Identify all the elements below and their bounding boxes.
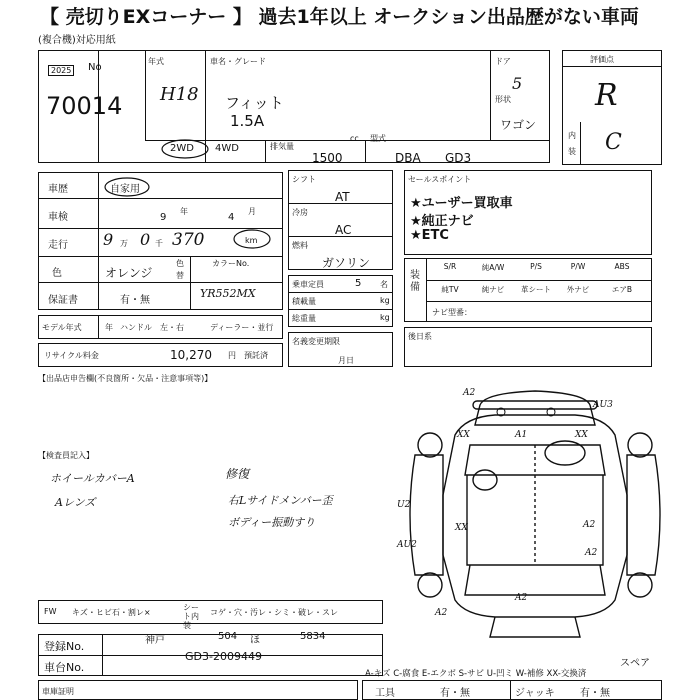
dealer-value: ディーラー・並行: [210, 323, 274, 332]
equipment-item: 純ナビ: [481, 285, 505, 294]
shaken-year: 9: [160, 212, 167, 223]
ac-value: AC: [335, 223, 352, 237]
load-unit: kg: [380, 296, 390, 305]
fuel-label: 燃料: [292, 241, 308, 250]
model-year-label: モデル年式: [42, 323, 82, 332]
sales-point-1: ★ユーザー買取車: [410, 196, 513, 211]
interior-score: C: [605, 130, 622, 155]
shape-value: ワゴン: [500, 118, 537, 132]
lot-number: 70014: [46, 92, 123, 120]
fw-label: FW: [44, 607, 57, 616]
banner-text: 【 売切りEXコーナー 】 過去1年以上 オークション出品歴がない車両: [40, 6, 639, 28]
damage-mark: AU3: [593, 400, 613, 410]
damage-legend: A-キズ C-腐食 E-エクボ S-サビ U-凹ミ W-補修 XX-交換済: [365, 669, 587, 679]
later-block: [404, 327, 652, 367]
damage-mark: XX: [457, 430, 470, 440]
inspector-label: 【検査員記入】: [38, 451, 94, 460]
equipment-item: 純A/W: [481, 263, 505, 272]
navi-label: ナビ型番：: [432, 308, 472, 317]
year-label: 年式: [148, 57, 164, 66]
reg-kana: ほ: [250, 635, 260, 646]
model-prefix: DBA: [395, 151, 421, 165]
inspector-note-left-1: ホイールカバーA: [50, 472, 135, 485]
equipment-label: 装備: [410, 270, 420, 293]
color-value: オレンジ: [105, 266, 153, 280]
model-year-unit: 年: [105, 323, 113, 332]
equipment-item: 純TV: [441, 285, 459, 294]
damage-mark: A2: [515, 593, 528, 603]
reg-number: 5834: [300, 631, 326, 642]
chassis-number: GD3-2009449: [185, 650, 262, 663]
damage-mark: A2: [435, 608, 448, 618]
chassis-label: 車台No.: [44, 661, 85, 674]
history-circle: [103, 176, 151, 198]
door-label: ドア: [495, 57, 511, 66]
equipment-item: ABS: [614, 262, 630, 271]
equipment-item: P/S: [530, 262, 542, 271]
mileage-sen: 0: [140, 230, 151, 249]
model-label: 型式: [370, 134, 386, 143]
disp-unit: cc: [350, 134, 359, 143]
damage-mark: A1: [515, 430, 528, 440]
lot-no-label: No: [88, 62, 102, 73]
rating-label: 評価点: [590, 55, 614, 64]
year-value: H18: [160, 84, 199, 105]
door-value: 5: [512, 74, 523, 93]
recycle-label: リサイクル料金: [44, 351, 99, 360]
sales-point-3: ★ETC: [410, 228, 449, 243]
history-value: 自家用: [110, 184, 140, 195]
handle-label: ハンドル: [120, 323, 152, 332]
color-label: 色: [52, 268, 62, 279]
equipment-item: 革シート: [521, 285, 551, 294]
warranty-label: 保証書: [48, 295, 78, 306]
interior-label-1: 内: [568, 131, 576, 140]
reg-label: 登録No.: [44, 640, 85, 653]
later-label: 後日系: [408, 332, 432, 341]
damage-mark: U2: [397, 500, 411, 510]
equipment-item: 外ナビ: [566, 285, 590, 294]
expiry-unit: 月日: [338, 356, 354, 365]
garage-row: [38, 680, 358, 700]
drive-4wd: 4WD: [215, 143, 239, 154]
inspector-note-right-1: 修復: [225, 467, 250, 481]
equipment-item: エアB: [611, 285, 633, 294]
drive-2wd: 2WD: [170, 143, 194, 154]
km-circle: [232, 228, 272, 250]
disp-label: 排気量: [270, 142, 294, 151]
damage-mark: A2: [583, 520, 596, 530]
displacement: 1500: [312, 151, 343, 165]
declaration-label: 【出品店申告欄(不良箇所・欠品・注意事項等)】: [38, 374, 213, 383]
capacity-unit: 名: [380, 280, 388, 289]
reg-area: 神戸: [145, 635, 165, 646]
garage-label: 車庫証明: [42, 687, 74, 696]
shaken-month: 4: [228, 212, 235, 223]
ac-label: 冷房: [292, 208, 308, 217]
equipment-item: S/R: [443, 262, 457, 271]
weight-unit: kg: [380, 313, 390, 322]
form-note: (複合機)対応用紙: [38, 35, 116, 46]
shaken-year-unit: 年: [180, 207, 188, 216]
jack-value: 有・無: [580, 688, 610, 699]
jack-label: ジャッキ: [515, 688, 555, 699]
color-change-1: 色: [176, 259, 184, 268]
seat-label: シート内装: [183, 603, 199, 630]
drive-circle: [160, 138, 210, 160]
damage-mark: A2: [463, 388, 476, 398]
color-change-2: 替: [176, 271, 184, 280]
recycle-unit: 円: [228, 351, 236, 360]
color-no: YR552MX: [200, 287, 256, 300]
mileage-man-unit: 万: [120, 239, 128, 248]
shaken-month-unit: 月: [248, 207, 256, 216]
capacity-label: 乗車定員: [292, 280, 324, 289]
warranty-value: 有・無: [120, 295, 150, 306]
expiry-label: 名義変更期限: [292, 337, 340, 346]
handle-value: 左・右: [160, 323, 184, 332]
inspector-note-left-2: Aレンズ: [55, 496, 96, 509]
car-diagram: [395, 375, 675, 645]
recycle-note: 預託済: [244, 351, 268, 360]
damage-mark: AU2: [397, 540, 417, 550]
interior-label-2: 装: [568, 147, 576, 156]
inspector-note-right-3: ボディー振動すり: [228, 516, 316, 529]
rating-score: R: [595, 78, 618, 113]
banner: [0, 0, 700, 30]
recycle-value: 10,270: [170, 348, 212, 362]
load-label: 積載量: [292, 297, 316, 306]
model-code: GD3: [445, 151, 472, 165]
fuel-value: ガソリン: [322, 256, 371, 270]
fw-items: キズ・ヒビ石・割レ×: [72, 608, 151, 617]
mileage-km-unit: km: [245, 236, 258, 245]
spare-label: スペア: [620, 658, 650, 669]
car-grade: 1.5A: [230, 112, 265, 130]
sales-points-label: セールスポイント: [408, 175, 472, 184]
tools-label: 工具: [375, 688, 395, 699]
lot-year-tag: 2025: [48, 65, 74, 76]
damage-mark: XX: [575, 430, 588, 440]
shift-value: AT: [335, 190, 350, 204]
capacity-value: 5: [355, 278, 362, 289]
car-name: フィット: [225, 94, 284, 112]
history-label: 車歴: [48, 184, 68, 195]
shaken-label: 車検: [48, 212, 68, 223]
damage-mark: A2: [585, 548, 598, 558]
seat-items: コゲ・穴・汚レ・シミ・破レ・スレ: [210, 608, 338, 617]
shift-label: シフト: [292, 175, 316, 184]
damage-mark: XX: [455, 523, 468, 533]
color-no-label: カラーNo.: [212, 259, 250, 268]
sales-point-2: ★純正ナビ: [410, 214, 474, 229]
weight-label: 総重量: [292, 314, 316, 323]
tools-value: 有・無: [440, 688, 470, 699]
tools-row: [362, 680, 662, 700]
equipment-item: P/W: [570, 262, 586, 271]
mileage-rest: 370: [172, 230, 205, 250]
inspector-note-right-2: 右Lサイドメンバー歪: [228, 494, 333, 507]
mileage-sen-unit: 千: [155, 239, 163, 248]
mileage-label: 走行: [48, 240, 68, 251]
shape-label: 形状: [495, 95, 511, 104]
mileage-man: 9: [103, 230, 114, 249]
reg-class: 504: [218, 631, 238, 642]
name-label: 車名・グレード: [210, 57, 266, 66]
